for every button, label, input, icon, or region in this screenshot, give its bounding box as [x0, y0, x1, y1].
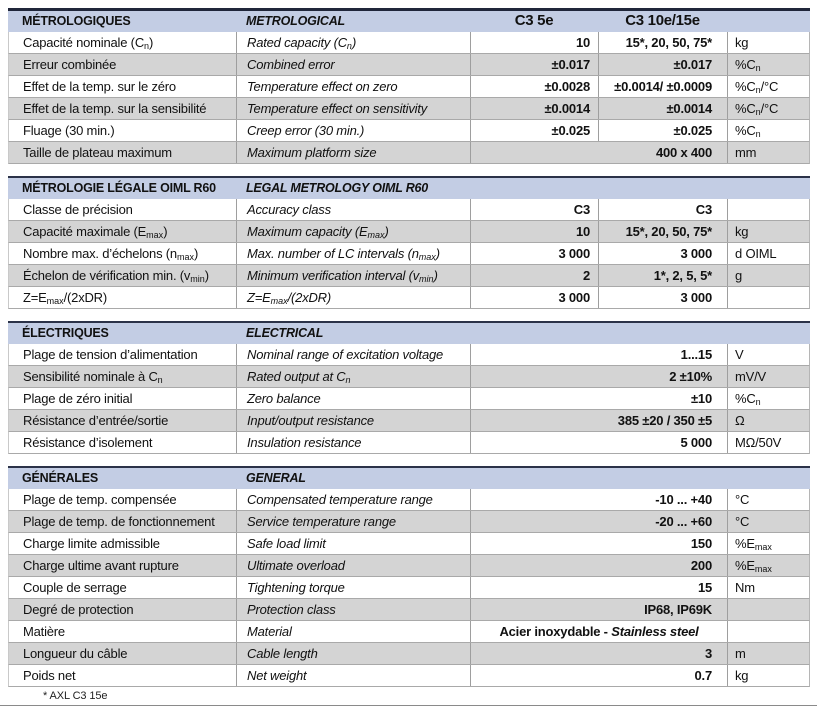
- cell-unit: °C: [727, 511, 807, 532]
- cell-label-en: Minimum verification interval $(v_{min})$: [236, 265, 470, 286]
- section-header: [8, 321, 810, 344]
- cell-label-en: Rated capacity $(C_n)$: [236, 32, 470, 53]
- table-row: [8, 621, 810, 643]
- cell-unit: $\%C_n$: [727, 120, 807, 141]
- cell-label-fr: Fluage (30 min.): [23, 123, 115, 138]
- table-row: [8, 388, 810, 410]
- cell-label-en: Creep error (30 min.): [236, 120, 470, 141]
- cell-unit: m: [727, 643, 807, 664]
- cell-unit: V: [727, 344, 807, 365]
- cell-unit: kg: [727, 665, 807, 686]
- cell-label-fr: Erreur combinée: [23, 57, 117, 72]
- cell-value-model2: ±0.0014/ ±0.0009: [598, 76, 727, 97]
- table-row: [8, 344, 810, 366]
- table-row: [8, 489, 810, 511]
- cell-label-en: Temperature effect on sensitivity: [236, 98, 470, 119]
- cell-label-en: Tightening torque: [236, 577, 470, 598]
- cell-value-merged: Acier inoxydable - Stainless steel: [470, 621, 727, 642]
- model-column-header-c3-5e: C3 5e: [514, 12, 554, 29]
- cell-value-merged: 400 x 400: [470, 142, 727, 163]
- table-row: [8, 120, 810, 142]
- table-row: [8, 54, 810, 76]
- cell-value-merged: 200: [470, 555, 727, 576]
- cell-label-fr: Plage de temp. de fonctionnement: [23, 514, 215, 529]
- bottom-rule: [0, 705, 817, 706]
- cell-label-fr: Classe de précision: [23, 202, 133, 217]
- table-row: [8, 32, 810, 54]
- cell-value-model2: ±0.0014: [598, 98, 727, 119]
- cell-unit: g: [727, 265, 807, 286]
- cell-value-model1: ±0.025: [470, 120, 598, 141]
- cell-unit: Ω: [727, 410, 807, 431]
- table-row: [8, 555, 810, 577]
- cell-label-fr: Plage de tension d’alimentation: [23, 347, 198, 362]
- cell-unit: mm: [727, 142, 807, 163]
- cell-unit: kg: [727, 32, 807, 53]
- cell-label-en: Temperature effect on zero: [236, 76, 470, 97]
- table-row: [8, 533, 810, 555]
- model-column-header-c3-10e-15e: C3 10e/15e: [625, 12, 700, 29]
- cell-unit: kg: [727, 221, 807, 242]
- cell-value-merged: 5 000: [470, 432, 727, 453]
- table-row: [8, 577, 810, 599]
- spec-section: [8, 8, 810, 164]
- cell-unit: [727, 599, 807, 620]
- cell-unit: d OIML: [727, 243, 807, 264]
- table-row: [8, 221, 810, 243]
- cell-label-en: Zero balance: [236, 388, 470, 409]
- table-row: [8, 265, 810, 287]
- cell-unit: $\%E_{max}$: [727, 533, 807, 554]
- spec-section: [8, 176, 810, 309]
- section-rows: [8, 32, 810, 164]
- cell-label-fr: Plage de zéro initial: [23, 391, 133, 406]
- table-row: [8, 410, 810, 432]
- cell-value-merged: 2 ±10%: [470, 366, 727, 387]
- cell-value-model2: C3: [598, 199, 727, 220]
- cell-value-merged: 150: [470, 533, 727, 554]
- cell-value-model1: ±0.0028: [470, 76, 598, 97]
- cell-label-en: Net weight: [236, 665, 470, 686]
- cell-label-en: Safe load limit: [236, 533, 470, 554]
- cell-label-en: Material: [236, 621, 470, 642]
- cell-label-fr: Plage de temp. compensée: [23, 492, 177, 507]
- table-row: [8, 287, 810, 309]
- cell-unit: $\%C_n$: [727, 388, 807, 409]
- cell-label-en: Nominal range of excitation voltage: [236, 344, 470, 365]
- cell-label-fr: Échelon de vérification min. $(v_{min})$: [23, 268, 209, 284]
- cell-label-fr: Capacité nominale $(C_n)$: [23, 35, 154, 51]
- cell-unit: MΩ/50V: [727, 432, 807, 453]
- spec-table: [8, 8, 810, 687]
- cell-label-fr: Capacité maximale $(E_{max})$: [23, 224, 168, 240]
- cell-value-merged: IP68, IP69K: [470, 599, 727, 620]
- cell-unit: $\%E_{max}$: [727, 555, 807, 576]
- cell-label-en: Maximum capacity $(E_{max})$: [236, 221, 470, 242]
- table-row: [8, 98, 810, 120]
- section-title-fr: MÉTROLOGIE LÉGALE OIML R60: [22, 181, 216, 195]
- cell-label-fr: Degré de protection: [23, 602, 134, 617]
- cell-label-en: Compensated temperature range: [236, 489, 470, 510]
- table-row: [8, 665, 810, 687]
- cell-value-model1: 2: [470, 265, 598, 286]
- cell-label-en: Cable length: [236, 643, 470, 664]
- section-title-en: GENERAL: [246, 471, 306, 485]
- cell-value-model1: 3 000: [470, 287, 598, 308]
- section-title-fr: ÉLECTRIQUES: [22, 326, 109, 340]
- cell-label-en: Service temperature range: [236, 511, 470, 532]
- cell-label-fr: Charge ultime avant rupture: [23, 558, 179, 573]
- cell-label-fr: Résistance d’entrée/sortie: [23, 413, 169, 428]
- cell-value-merged: -10 ... +40: [470, 489, 727, 510]
- table-row: [8, 643, 810, 665]
- cell-unit: $\%C_n/^\circ C$: [727, 98, 807, 119]
- cell-label-fr: Nombre max. d’échelons $(n_{max})$: [23, 246, 199, 262]
- cell-label-en: Accuracy class: [236, 199, 470, 220]
- cell-value-merged: 1...15: [470, 344, 727, 365]
- section-title-fr: GÉNÉRALES: [22, 471, 98, 485]
- cell-value-model1: C3: [470, 199, 598, 220]
- cell-label-en: Protection class: [236, 599, 470, 620]
- cell-value-merged: -20 ... +60: [470, 511, 727, 532]
- cell-value-model1: ±0.017: [470, 54, 598, 75]
- cell-label-en: Rated output at $C_n$: [236, 366, 470, 387]
- model-column-headers: [470, 11, 727, 32]
- cell-value-merged: 15: [470, 577, 727, 598]
- cell-label-fr: Poids net: [23, 668, 76, 683]
- section-rows: [8, 199, 810, 309]
- cell-unit: Nm: [727, 577, 807, 598]
- table-row: [8, 366, 810, 388]
- cell-label-en: Max. number of LC intervals $(n_{max})$: [236, 243, 470, 264]
- cell-value-model2: 3 000: [598, 287, 727, 308]
- table-row: [8, 599, 810, 621]
- cell-value-model1: 10: [470, 221, 598, 242]
- cell-label-fr: Taille de plateau maximum: [23, 145, 172, 160]
- cell-unit: $\%C_n$: [727, 54, 807, 75]
- table-row: [8, 243, 810, 265]
- cell-label-fr: $Z=E_{max}/(2xDR)$: [23, 290, 108, 306]
- cell-value-model2: ±0.017: [598, 54, 727, 75]
- cell-label-fr: Charge limite admissible: [23, 536, 160, 551]
- section-rows: [8, 489, 810, 687]
- section-title-en: LEGAL METROLOGY OIML R60: [246, 181, 429, 195]
- cell-value-model2: 1*, 2, 5, 5*: [598, 265, 727, 286]
- table-row: [8, 142, 810, 164]
- cell-value-model2: ±0.025: [598, 120, 727, 141]
- cell-unit: °C: [727, 489, 807, 510]
- cell-label-en: Ultimate overload: [236, 555, 470, 576]
- table-row: [8, 199, 810, 221]
- cell-label-fr: Couple de serrage: [23, 580, 127, 595]
- cell-label-fr: Effet de la temp. sur la sensibilité: [23, 101, 207, 116]
- spec-section: [8, 321, 810, 454]
- cell-value-model1: 3 000: [470, 243, 598, 264]
- cell-label-en: Maximum platform size: [236, 142, 470, 163]
- cell-value-model2: 3 000: [598, 243, 727, 264]
- cell-value-merged: 3: [470, 643, 727, 664]
- cell-label-en: $Z=E_{max}/(2xDR)$: [236, 287, 470, 308]
- cell-label-fr: Sensibilité nominale à $C_n$: [23, 369, 163, 385]
- cell-value-model1: ±0.0014: [470, 98, 598, 119]
- cell-label-en: Combined error: [236, 54, 470, 75]
- cell-unit: $\%C_n/^\circ C$: [727, 76, 807, 97]
- section-header: [8, 8, 810, 32]
- cell-value-model2: 15*, 20, 50, 75*: [598, 32, 727, 53]
- cell-label-fr: Résistance d’isolement: [23, 435, 153, 450]
- section-rows: [8, 344, 810, 454]
- cell-value-model1: 10: [470, 32, 598, 53]
- table-row: [8, 432, 810, 454]
- footnote: * AXL C3 15e: [43, 690, 108, 702]
- cell-unit: [727, 621, 807, 642]
- cell-value-merged: ±10: [470, 388, 727, 409]
- cell-unit: mV/V: [727, 366, 807, 387]
- cell-unit: [727, 287, 807, 308]
- section-header: [8, 176, 810, 199]
- spec-section: [8, 466, 810, 687]
- table-row: [8, 76, 810, 98]
- table-row: [8, 511, 810, 533]
- section-header: [8, 466, 810, 489]
- cell-label-fr: Matière: [23, 624, 65, 639]
- cell-label-en: Input/output resistance: [236, 410, 470, 431]
- cell-value-merged: 0.7: [470, 665, 727, 686]
- cell-label-en: Insulation resistance: [236, 432, 470, 453]
- section-title-en: ELECTRICAL: [246, 326, 324, 340]
- cell-value-model2: 15*, 20, 50, 75*: [598, 221, 727, 242]
- section-title-fr: MÉTROLOGIQUES: [22, 14, 131, 28]
- cell-label-fr: Effet de la temp. sur le zéro: [23, 79, 176, 94]
- section-title-en: METROLOGICAL: [246, 14, 345, 28]
- cell-value-merged: 385 ±20 / 350 ±5: [470, 410, 727, 431]
- cell-label-fr: Longueur du câble: [23, 646, 128, 661]
- cell-unit: [727, 199, 807, 220]
